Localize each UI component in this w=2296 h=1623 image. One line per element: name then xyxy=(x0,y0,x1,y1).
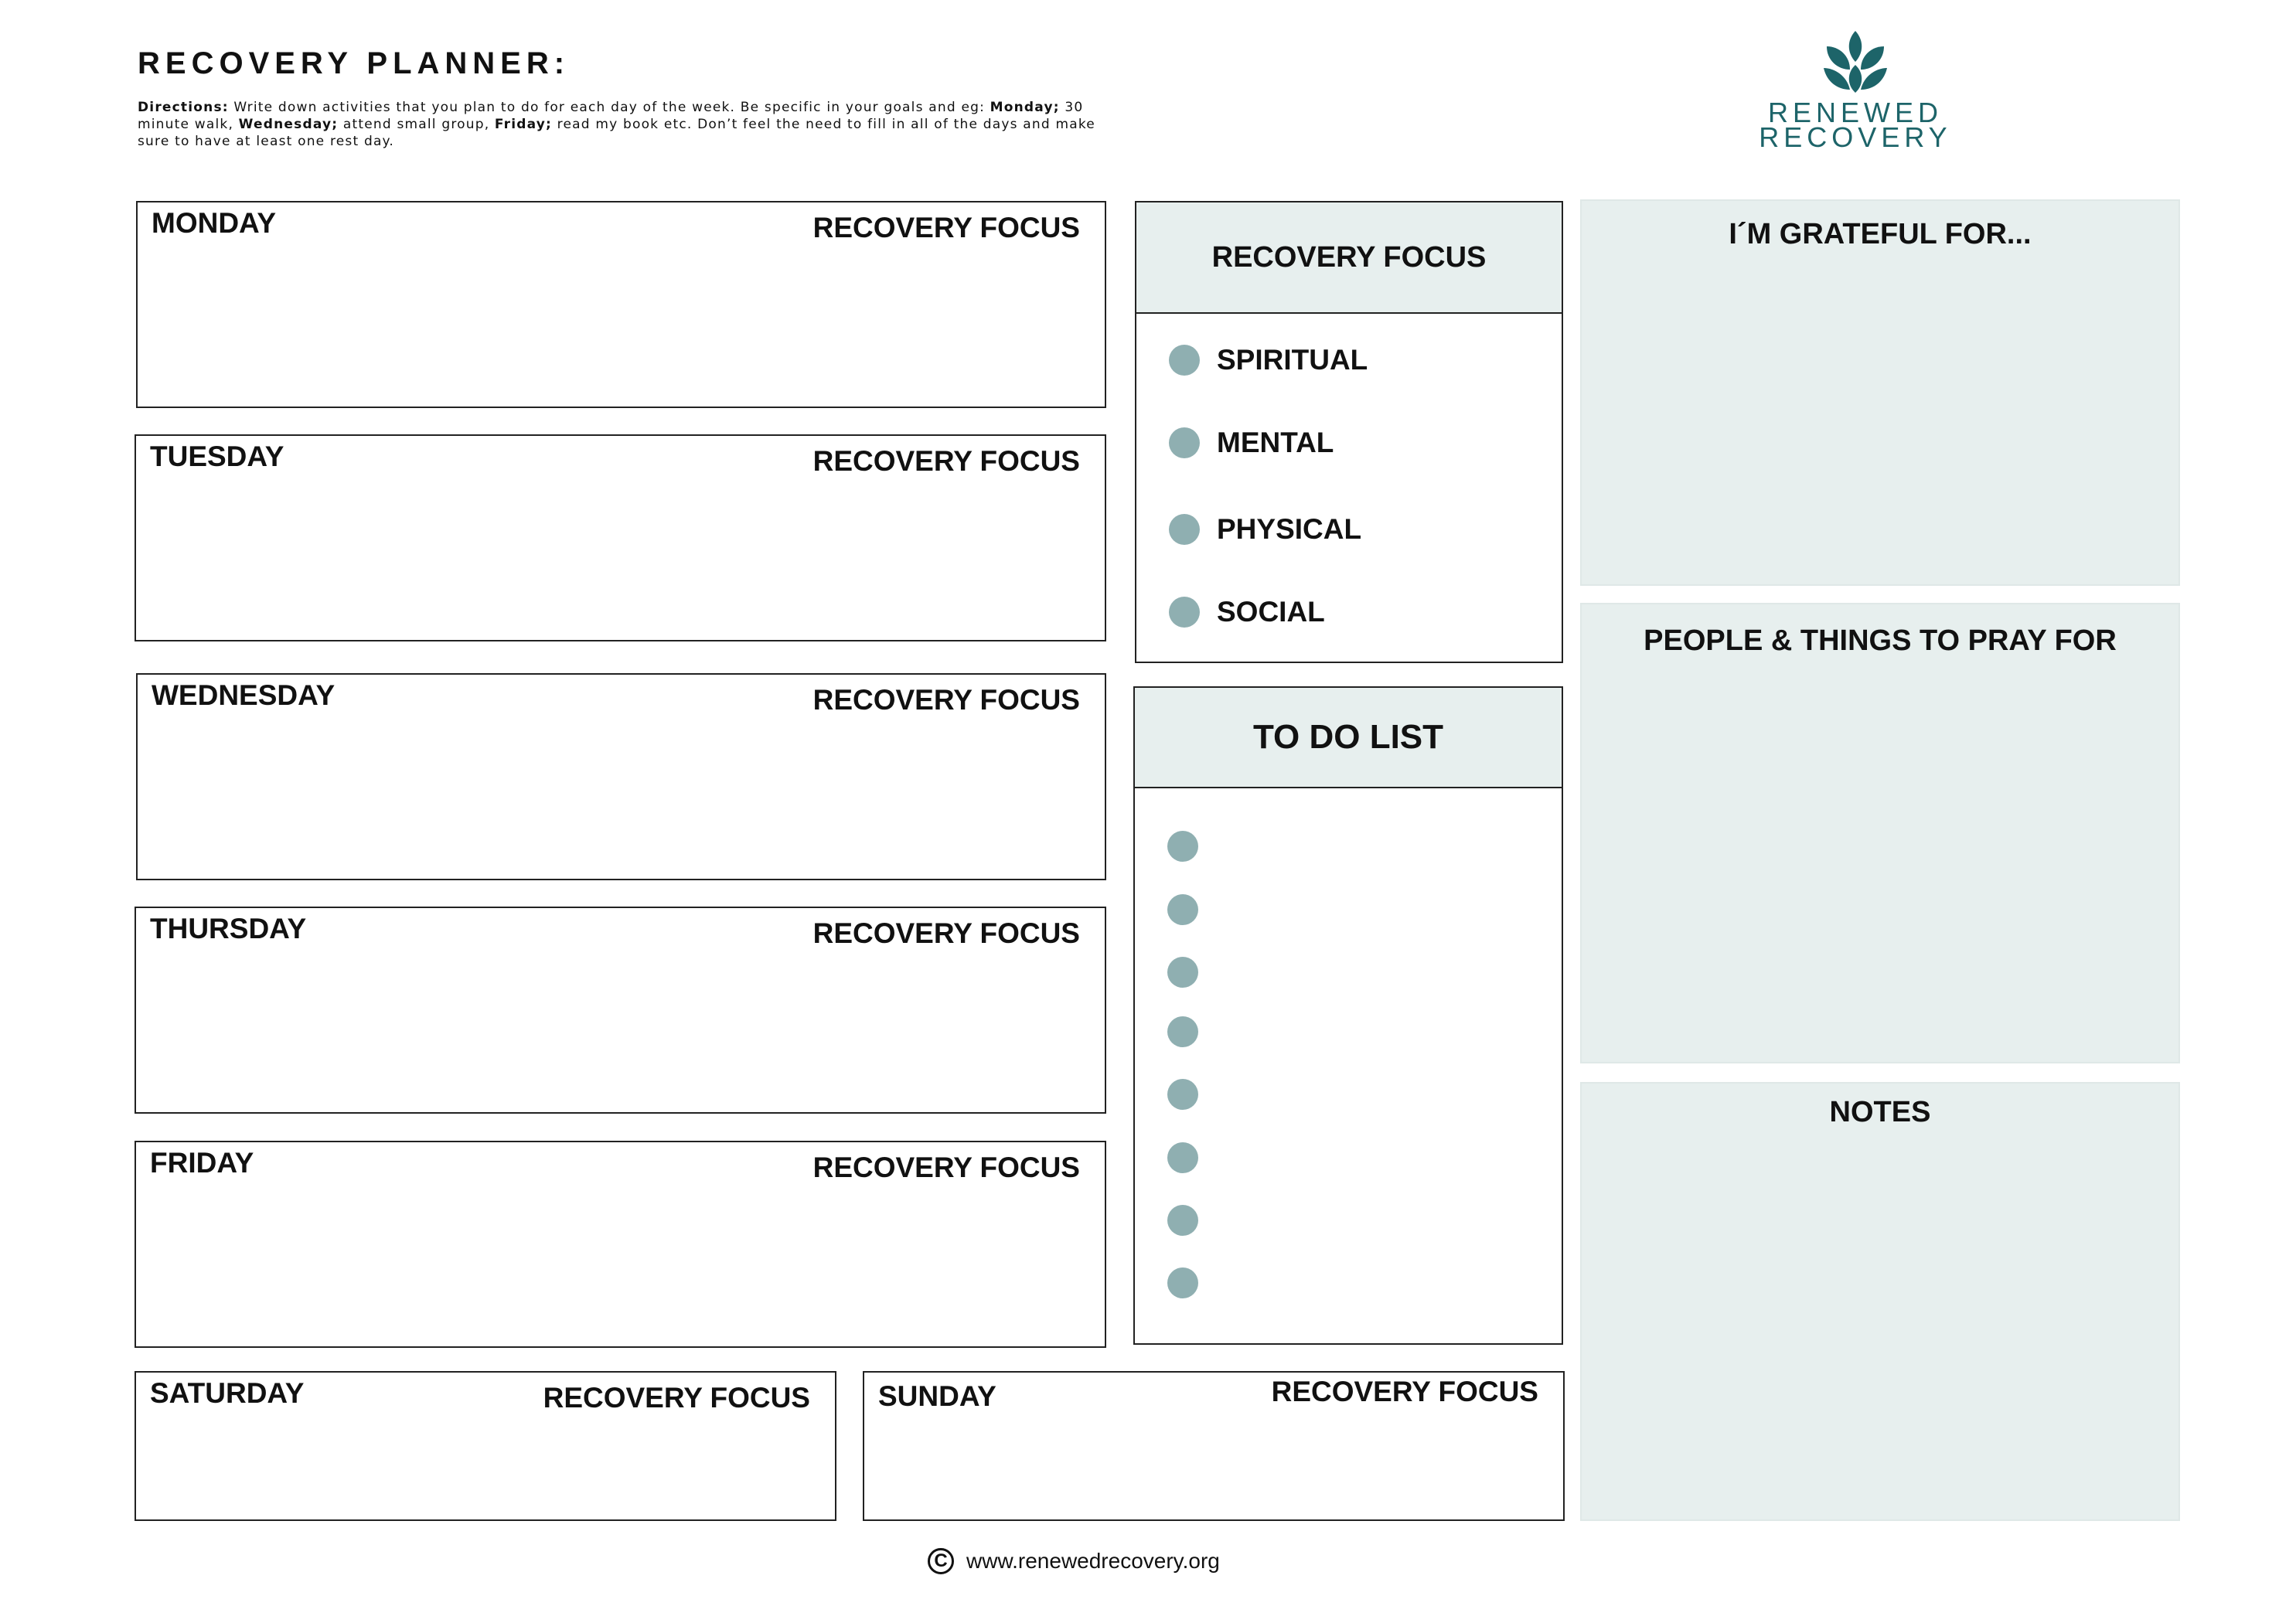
todo-item[interactable] xyxy=(1167,1205,1198,1236)
grateful-for-panel[interactable] xyxy=(1580,199,2180,586)
todo-item[interactable] xyxy=(1167,1267,1198,1298)
brand-logo xyxy=(1755,29,1956,161)
bullet-circle-icon xyxy=(1169,345,1200,376)
day-label-saturday: SATURDAY xyxy=(150,1377,305,1409)
friday-box[interactable] xyxy=(135,1141,1106,1348)
recovery-focus-label: RECOVERY FOCUS xyxy=(1271,1376,1538,1407)
todo-item[interactable] xyxy=(1167,957,1198,988)
focus-item-spiritual[interactable] xyxy=(1169,344,1368,376)
page-title: RECOVERY PLANNER: xyxy=(138,46,571,80)
bullet-circle-icon xyxy=(1167,894,1198,925)
recovery-focus-label: RECOVERY FOCUS xyxy=(812,445,1080,477)
saturday-box[interactable] xyxy=(135,1371,836,1521)
bullet-circle-icon xyxy=(1167,1079,1198,1110)
directions-example-friday: Friday; xyxy=(494,117,553,132)
website-link[interactable]: www.renewedrecovery.org xyxy=(966,1549,1220,1573)
pray-for-panel[interactable] xyxy=(1580,603,2180,1063)
day-label-sunday: SUNDAY xyxy=(878,1380,996,1412)
leaf-cluster-icon xyxy=(1821,29,1890,100)
day-label-wednesday: WEDNESDAY xyxy=(152,679,336,711)
bullet-circle-icon xyxy=(1167,1267,1198,1298)
directions-part-2: 30 minute walk, xyxy=(138,100,1084,132)
directions-label: Directions: xyxy=(138,100,229,115)
day-label-friday: FRIDAY xyxy=(150,1147,254,1179)
focus-item-mental[interactable] xyxy=(1169,427,1334,459)
todo-item[interactable] xyxy=(1167,894,1198,925)
todo-list-title: TO DO LIST xyxy=(1135,688,1562,788)
directions-example-monday: Monday; xyxy=(990,100,1060,115)
logo-text-line-2: RECOVERY xyxy=(1759,121,1952,153)
todo-item[interactable] xyxy=(1167,1142,1198,1173)
todo-item[interactable] xyxy=(1167,831,1198,862)
focus-item-label: SPIRITUAL xyxy=(1217,344,1368,376)
directions-part-3: attend small group, xyxy=(338,117,495,132)
footer xyxy=(928,1548,1220,1574)
directions-text xyxy=(138,99,1104,150)
directions-part-1: Write down activities that you plan to do for each day of the week. Be specific in your goals and eg: xyxy=(228,100,990,115)
todo-item[interactable] xyxy=(1167,1079,1198,1110)
bullet-circle-icon xyxy=(1167,1142,1198,1173)
notes-panel[interactable] xyxy=(1580,1082,2180,1521)
bullet-circle-icon xyxy=(1167,957,1198,988)
todo-list-panel xyxy=(1133,686,1563,1345)
bullet-circle-icon xyxy=(1169,597,1200,628)
logo-text-line-1: RENEWED xyxy=(1767,97,1943,128)
recovery-focus-label: RECOVERY FOCUS xyxy=(812,684,1080,716)
day-label-thursday: THURSDAY xyxy=(150,913,307,944)
bullet-circle-icon xyxy=(1169,427,1200,458)
thursday-box[interactable] xyxy=(135,907,1106,1114)
bullet-circle-icon xyxy=(1167,831,1198,862)
pray-for-title: PEOPLE & THINGS TO PRAY FOR xyxy=(1644,624,2117,657)
day-label-tuesday: TUESDAY xyxy=(150,441,284,472)
focus-item-physical[interactable] xyxy=(1169,513,1361,546)
recovery-focus-label: RECOVERY FOCUS xyxy=(812,917,1080,949)
focus-item-label: MENTAL xyxy=(1217,427,1334,458)
directions-part-4: read my book etc. Don’t feel the need to fill in all of the days and make sure to have at least one rest day. xyxy=(138,117,1095,149)
bullet-circle-icon xyxy=(1167,1205,1198,1236)
bullet-circle-icon xyxy=(1169,514,1200,545)
copyright-icon: C xyxy=(928,1548,954,1574)
recovery-focus-panel-title: RECOVERY FOCUS xyxy=(1136,202,1562,314)
todo-item[interactable] xyxy=(1167,1016,1198,1047)
wednesday-box[interactable] xyxy=(136,673,1106,880)
monday-box[interactable] xyxy=(136,201,1106,408)
sunday-box[interactable] xyxy=(863,1371,1565,1521)
focus-item-label: PHYSICAL xyxy=(1217,513,1362,545)
focus-item-social[interactable] xyxy=(1169,596,1325,628)
grateful-for-title: I´M GRATEFUL FOR... xyxy=(1729,218,2032,250)
bullet-circle-icon xyxy=(1167,1016,1198,1047)
directions-example-wednesday: Wednesday; xyxy=(238,117,339,132)
recovery-focus-label: RECOVERY FOCUS xyxy=(812,212,1080,243)
tuesday-box[interactable] xyxy=(135,434,1106,641)
recovery-focus-label: RECOVERY FOCUS xyxy=(812,1152,1080,1183)
focus-item-label: SOCIAL xyxy=(1217,596,1325,628)
recovery-focus-panel xyxy=(1135,201,1563,663)
notes-title: NOTES xyxy=(1829,1096,1931,1128)
day-label-monday: MONDAY xyxy=(152,207,277,239)
recovery-focus-label: RECOVERY FOCUS xyxy=(543,1382,810,1414)
